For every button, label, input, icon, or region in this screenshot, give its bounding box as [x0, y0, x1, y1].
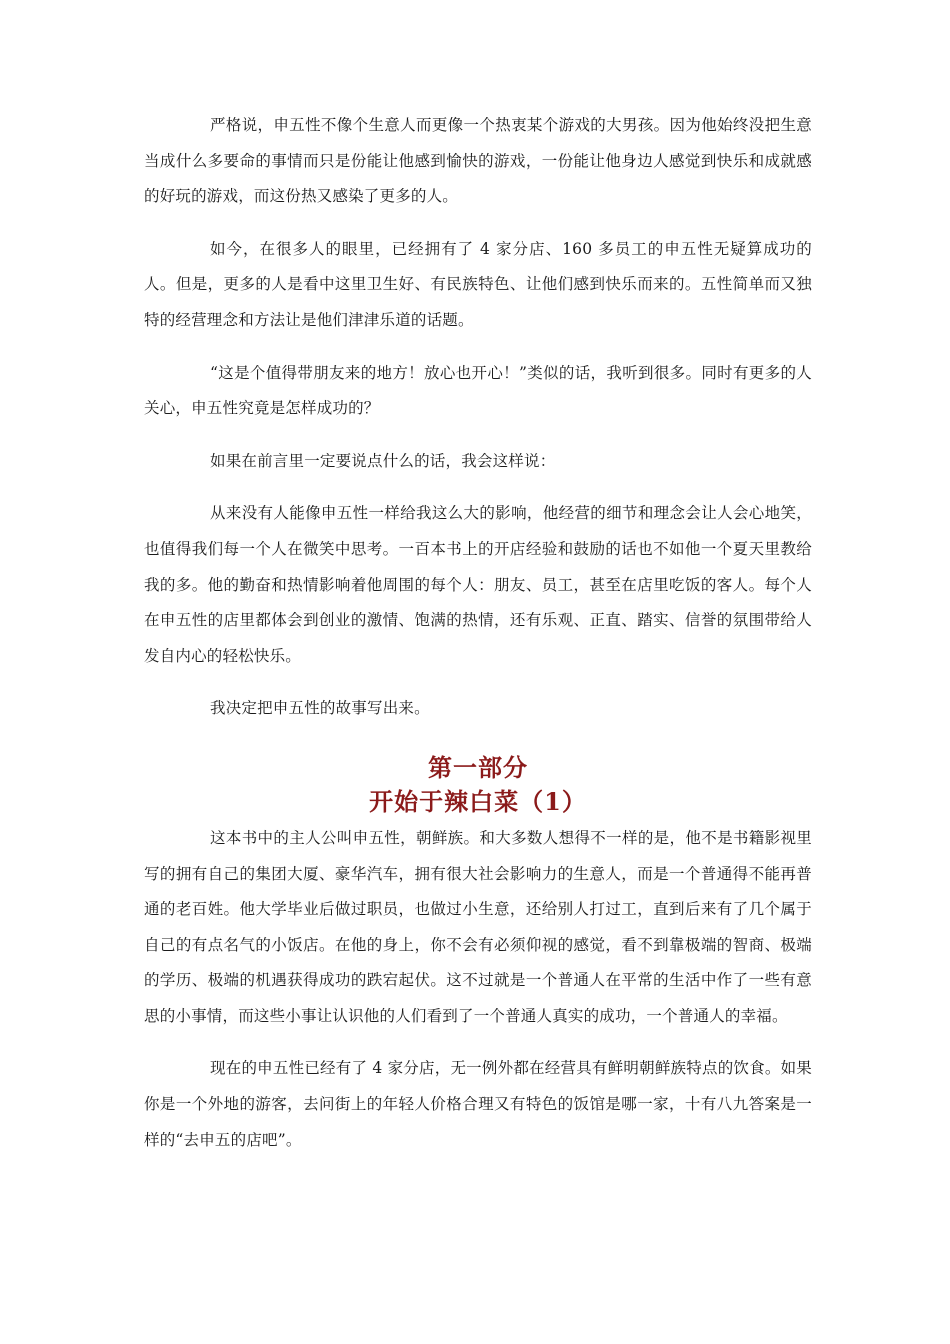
paragraph-chapter-2: 现在的申五性已经有了 4 家分店，无一例外都在经营具有鲜明朝鲜族特点的饮食。如果你是一个外地的游客，去问街上的年轻人价格合理又有特色的饭馆是哪一家，十有八九答案是一样的“去申五的店吧”。: [144, 1059, 812, 1149]
paragraph-intro-1: 严格说，申五性不像个生意人而更像一个热衷某个游戏的大男孩。因为他始终没把生意当成什么多要命的事情而只是份能让他感到愉快的游戏，一份能让他身边人感觉到快乐和成就感的好玩的游戏，而这份热又感染了更多的人。: [144, 116, 812, 206]
paragraph-intro-6: 我决定把申五性的故事写出来。: [210, 699, 430, 718]
chapter-heading: [144, 751, 812, 819]
paragraph-intro-3: “这是个值得带朋友来的地方！放心也开心！”类似的话，我听到很多。同时有更多的人关心，申五性究竟是怎样成功的？: [144, 363, 812, 418]
document-body: [144, 108, 812, 1158]
chapter-title: 开始于辣白菜（1）: [369, 786, 587, 816]
paragraph-intro-2: 如今，在很多人的眼里，已经拥有了 4 家分店、160 多员工的申五性无疑算成功的人。但是，更多的人是看中这里卫生好、有民族特色、让他们感到快乐而来的。五性简单而又独特的经营理念和方法让是他们津津乐道的话题。: [144, 239, 812, 329]
paragraph-chapter-1: 这本书中的主人公叫申五性，朝鲜族。和大多数人想得不一样的是，他不是书籍影视里写的拥有自己的集团大厦、豪华汽车，拥有很大社会影响力的生意人，而是一个普通得不能再普通的老百姓。他大学毕业后做过职员，也做过小生意，还给别人打过工，直到后来有了几个属于自己的有点名气的小饭店。在他的身上，你不会有必须仰视的感觉，看不到靠极端的智商、极端的学历、极端的机遇获得成功的跌宕起伏。这不过就是一个普通人在平常的生活中作了一些有意思的小事情，而这些小事让认识他的人们看到了一个普通人真实的成功，一个普通人的幸福。: [144, 828, 812, 1025]
paragraph-intro-5: 从来没有人能像申五性一样给我这么大的影响，他经营的细节和理念会让人会心地笑，也值得我们每一个人在微笑中思考。一百本书上的开店经验和鼓励的话也不如他一个夏天里教给我的多。他的勤奋和热情影响着他周围的每个人：朋友、员工，甚至在店里吃饭的客人。每个人在申五性的店里都体会到创业的激情、饱满的热情，还有乐观、正直、踏实、信誉的氛围带给人发自内心的轻松快乐。: [144, 504, 812, 665]
paragraph-intro-4: 如果在前言里一定要说点什么的话，我会这样说：: [210, 451, 556, 470]
part-title: 第一部分: [428, 752, 528, 782]
